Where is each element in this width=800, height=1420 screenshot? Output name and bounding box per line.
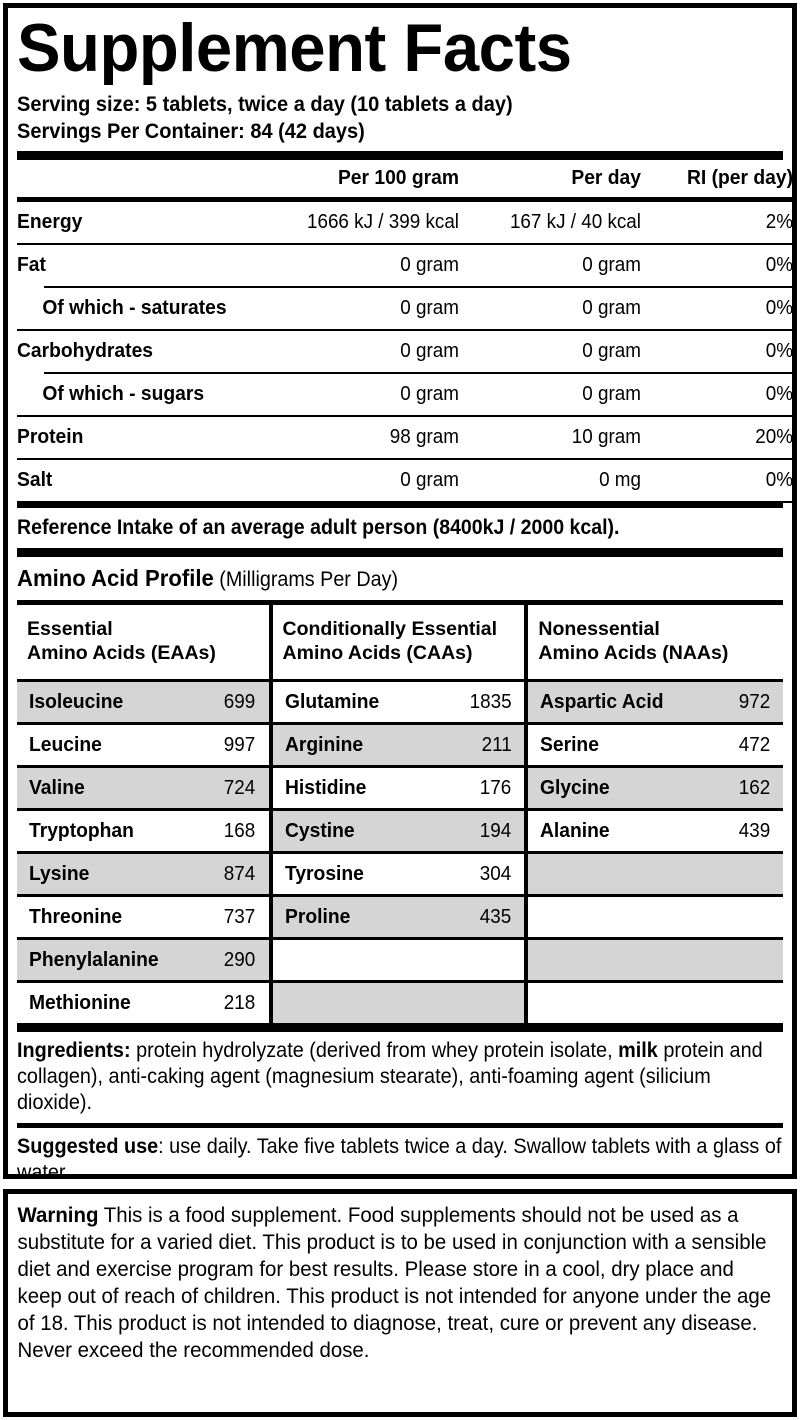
- amino-cell-inner: [17, 940, 269, 980]
- nutrition-row: [17, 374, 793, 415]
- nutrient-per-day: 0 gram: [582, 339, 641, 363]
- amino-column-header-line2: Amino Acids (EAAs): [27, 641, 216, 664]
- amino-acid-name: Methionine: [29, 990, 131, 1014]
- amino-cell-caa: [271, 854, 527, 894]
- suggested-use-label: Suggested use: [17, 1135, 159, 1159]
- amino-header-row: [17, 605, 783, 679]
- nutrition-col-header: RI (per day): [686, 166, 793, 190]
- amino-acid-table: [17, 605, 783, 1023]
- amino-acid-value: 162: [738, 775, 770, 799]
- suggested-use-paragraph: [17, 1128, 783, 1193]
- nutrient-per-100g: 0 gram: [400, 296, 459, 320]
- warning-panel: [3, 1189, 797, 1417]
- nutrient-label: Energy: [17, 210, 83, 234]
- nutrient-label: Protein: [17, 425, 84, 449]
- nutrition-row: [17, 288, 793, 329]
- amino-acid-value: 972: [738, 689, 770, 713]
- amino-acid-value: 304: [479, 861, 512, 885]
- amino-acid-name: Alanine: [540, 818, 610, 842]
- divider-above-nutrition: [17, 151, 783, 160]
- amino-heading-title: Amino Acid Profile: [17, 564, 214, 591]
- amino-acid-value: 168: [224, 818, 256, 842]
- amino-acid-name: Aspartic Acid: [540, 689, 664, 713]
- amino-cell-naa: [526, 854, 783, 894]
- amino-cell-caa: [271, 768, 527, 808]
- ingredients-text-2: protein and collagen), anti-caking agent (magnesium stearate), anti-foaming agent (silicium dioxide).: [17, 1038, 763, 1115]
- amino-cell-inner: [273, 940, 525, 980]
- amino-cell-inner: [528, 811, 783, 851]
- nutrient-label: Salt: [17, 468, 53, 492]
- reference-intake-note: Reference Intake of an average adult person (8400kJ / 2000 kcal).: [17, 515, 620, 539]
- ingredients-allergen-milk: milk: [618, 1038, 658, 1062]
- amino-row: [17, 854, 783, 894]
- amino-cell-inner: [273, 854, 525, 894]
- amino-cell-naa: [526, 940, 783, 980]
- amino-cell-eaa: [17, 983, 271, 1023]
- amino-cell-eaa: [17, 897, 271, 937]
- amino-acid-value: 439: [738, 818, 770, 842]
- nutrient-per-day: 0 gram: [582, 296, 641, 320]
- divider-above-ingredients: [17, 1023, 783, 1032]
- nutrient-ri: 0%: [765, 339, 793, 363]
- amino-cell-inner: [17, 854, 269, 894]
- amino-cell-inner: [528, 725, 783, 765]
- amino-acid-name: Isoleucine: [29, 689, 124, 713]
- nutrient-per-100g: 0 gram: [400, 468, 459, 492]
- amino-cell-caa: [271, 983, 527, 1023]
- amino-column-header-line2: Amino Acids (NAAs): [538, 641, 729, 664]
- amino-cell-caa: [271, 897, 527, 937]
- amino-cell-inner: [528, 897, 783, 937]
- amino-column-header: [271, 605, 527, 679]
- amino-acid-name: Tryptophan: [29, 818, 134, 842]
- amino-cell-inner: [528, 983, 783, 1023]
- amino-cell-caa: [271, 682, 527, 722]
- amino-acid-name: Valine: [29, 775, 85, 799]
- nutrition-header-row: [17, 160, 793, 197]
- amino-cell-naa: [526, 768, 783, 808]
- nutrient-per-day: 0 mg: [599, 468, 641, 492]
- amino-cell-inner: [17, 983, 269, 1023]
- amino-cell-inner: [273, 897, 525, 937]
- servings-per-container: Servings Per Container: 84 (42 days): [17, 118, 365, 143]
- nutrient-per-100g: 0 gram: [400, 382, 459, 406]
- warning-paragraph: [8, 1194, 790, 1372]
- ingredients-label: Ingredients:: [17, 1038, 131, 1062]
- amino-acid-value: 699: [224, 689, 256, 713]
- amino-cell-inner: [528, 854, 783, 894]
- nutrient-per-100g: 1666 kJ / 399 kcal: [306, 210, 459, 234]
- amino-cell-inner: [528, 940, 783, 980]
- amino-column-header-line1: Essential: [27, 618, 113, 641]
- amino-acid-name: Leucine: [29, 732, 102, 756]
- amino-row: [17, 811, 783, 851]
- amino-column-header-line1: Conditionally Essential: [282, 618, 498, 641]
- nutrient-label: Of which - sugars: [42, 382, 205, 406]
- amino-acid-value: 874: [224, 861, 256, 885]
- amino-acid-value: 1835: [469, 689, 512, 713]
- amino-cell-inner: [273, 768, 525, 808]
- serving-info: [17, 91, 783, 145]
- nutrition-row: [17, 331, 793, 372]
- nutrition-col-header: [17, 160, 249, 197]
- amino-acid-value: 194: [479, 818, 512, 842]
- amino-acid-name: Cystine: [284, 818, 355, 842]
- amino-cell-naa: [526, 725, 783, 765]
- nutrient-ri: 0%: [765, 382, 793, 406]
- amino-cell-inner: [528, 682, 783, 722]
- amino-cell-naa: [526, 983, 783, 1023]
- nutrient-label: Carbohydrates: [17, 339, 154, 363]
- amino-cell-naa: [526, 682, 783, 722]
- supplement-facts-panel: [3, 3, 797, 1185]
- nutrition-col-header: Per day: [571, 166, 641, 190]
- nutrient-per-day: 10 gram: [571, 425, 641, 449]
- amino-acid-name: Glutamine: [284, 689, 379, 713]
- amino-row: [17, 940, 783, 980]
- amino-row: [17, 682, 783, 722]
- amino-row: [17, 725, 783, 765]
- nutrition-row: [17, 245, 793, 286]
- amino-acid-value: 472: [738, 732, 770, 756]
- amino-cell-naa: [526, 897, 783, 937]
- serving-size: Serving size: 5 tablets, twice a day (10 tablets a day): [17, 91, 513, 116]
- amino-acid-name: Histidine: [284, 775, 366, 799]
- nutrient-ri: 20%: [755, 425, 793, 449]
- amino-acid-value: 176: [479, 775, 512, 799]
- amino-cell-caa: [271, 811, 527, 851]
- amino-cell-inner: [273, 725, 525, 765]
- suggested-use-text: : use daily. Take five tablets twice a day. Swallow tablets with a glass of water.: [17, 1135, 782, 1185]
- amino-acid-value: 997: [224, 732, 256, 756]
- amino-acid-value: 737: [224, 904, 256, 928]
- amino-acid-profile-heading: [17, 557, 737, 600]
- amino-cell-caa: [271, 940, 527, 980]
- page-title: Supplement Facts: [17, 10, 572, 86]
- nutrient-per-100g: 0 gram: [400, 253, 459, 277]
- amino-acid-name: Glycine: [540, 775, 610, 799]
- amino-acid-name: Proline: [284, 904, 350, 928]
- nutrient-ri: 0%: [765, 468, 793, 492]
- nutrition-table: [17, 160, 793, 503]
- amino-acid-value: 724: [224, 775, 256, 799]
- nutrition-row: [17, 202, 793, 243]
- amino-cell-eaa: [17, 768, 271, 808]
- amino-heading-unit: (Milligrams Per Day): [219, 567, 399, 591]
- amino-acid-name: Phenylalanine: [29, 947, 159, 971]
- amino-acid-name: Tyrosine: [284, 861, 364, 885]
- amino-column-header: [17, 605, 271, 679]
- amino-acid-name: Serine: [540, 732, 600, 756]
- nutrition-col-header: Per 100 gram: [337, 166, 459, 190]
- nutrition-row: [17, 417, 793, 458]
- amino-acid-value: 211: [481, 732, 512, 756]
- warning-text: This is a food supplement. Food supplements should not be used as a substitute for a varied diet. This product is to be used in conjunction with a sensible diet and exercise program for best results. Please store in a cool, dry place and keep out of reach of children. This product is not intended for anyone under the age of 18. This product is not intended to diagnose, treat, cure or prevent any disease. Never exceed the recommended dose.: [17, 1203, 772, 1363]
- nutrient-per-100g: 98 gram: [389, 425, 459, 449]
- amino-row: [17, 983, 783, 1023]
- amino-column-header-line2: Amino Acids (CAAs): [282, 641, 473, 664]
- nutrient-ri: 0%: [765, 253, 793, 277]
- amino-cell-inner: [273, 682, 525, 722]
- amino-cell-eaa: [17, 940, 271, 980]
- amino-cell-inner: [528, 768, 783, 808]
- nutrient-ri: 2%: [765, 210, 793, 234]
- amino-acid-name: Arginine: [284, 732, 363, 756]
- amino-cell-eaa: [17, 725, 271, 765]
- amino-cell-inner: [17, 725, 269, 765]
- amino-column-header: [526, 605, 783, 679]
- amino-acid-name: Threonine: [29, 904, 123, 928]
- nutrient-per-day: 0 gram: [582, 382, 641, 406]
- amino-cell-inner: [17, 811, 269, 851]
- amino-cell-eaa: [17, 854, 271, 894]
- nutrient-per-day: 167 kJ / 40 kcal: [509, 210, 641, 234]
- amino-column-header-line1: Nonessential: [538, 618, 660, 641]
- amino-row: [17, 768, 783, 808]
- amino-row: [17, 897, 783, 937]
- amino-acid-value: 218: [224, 990, 256, 1014]
- ingredients-text-1: protein hydrolyzate (derived from whey protein isolate,: [130, 1038, 619, 1062]
- amino-acid-value: 290: [224, 947, 256, 971]
- amino-cell-inner: [273, 811, 525, 851]
- amino-cell-inner: [17, 682, 269, 722]
- amino-cell-inner: [17, 768, 269, 808]
- nutrition-row: [17, 460, 793, 501]
- warning-label: Warning: [17, 1203, 99, 1227]
- divider-above-amino-heading: [17, 548, 783, 557]
- nutrient-per-100g: 0 gram: [400, 339, 459, 363]
- nutrient-per-day: 0 gram: [582, 253, 641, 277]
- amino-cell-naa: [526, 811, 783, 851]
- amino-acid-name: Lysine: [29, 861, 90, 885]
- amino-acid-value: 435: [479, 904, 512, 928]
- nutrient-label: Fat: [17, 253, 46, 277]
- amino-cell-eaa: [17, 682, 271, 722]
- amino-cell-eaa: [17, 811, 271, 851]
- ingredients-paragraph: [17, 1032, 783, 1123]
- amino-cell-caa: [271, 725, 527, 765]
- nutrient-ri: 0%: [765, 296, 793, 320]
- amino-cell-inner: [273, 983, 525, 1023]
- nutrient-label: Of which - saturates: [42, 296, 227, 320]
- amino-cell-inner: [17, 897, 269, 937]
